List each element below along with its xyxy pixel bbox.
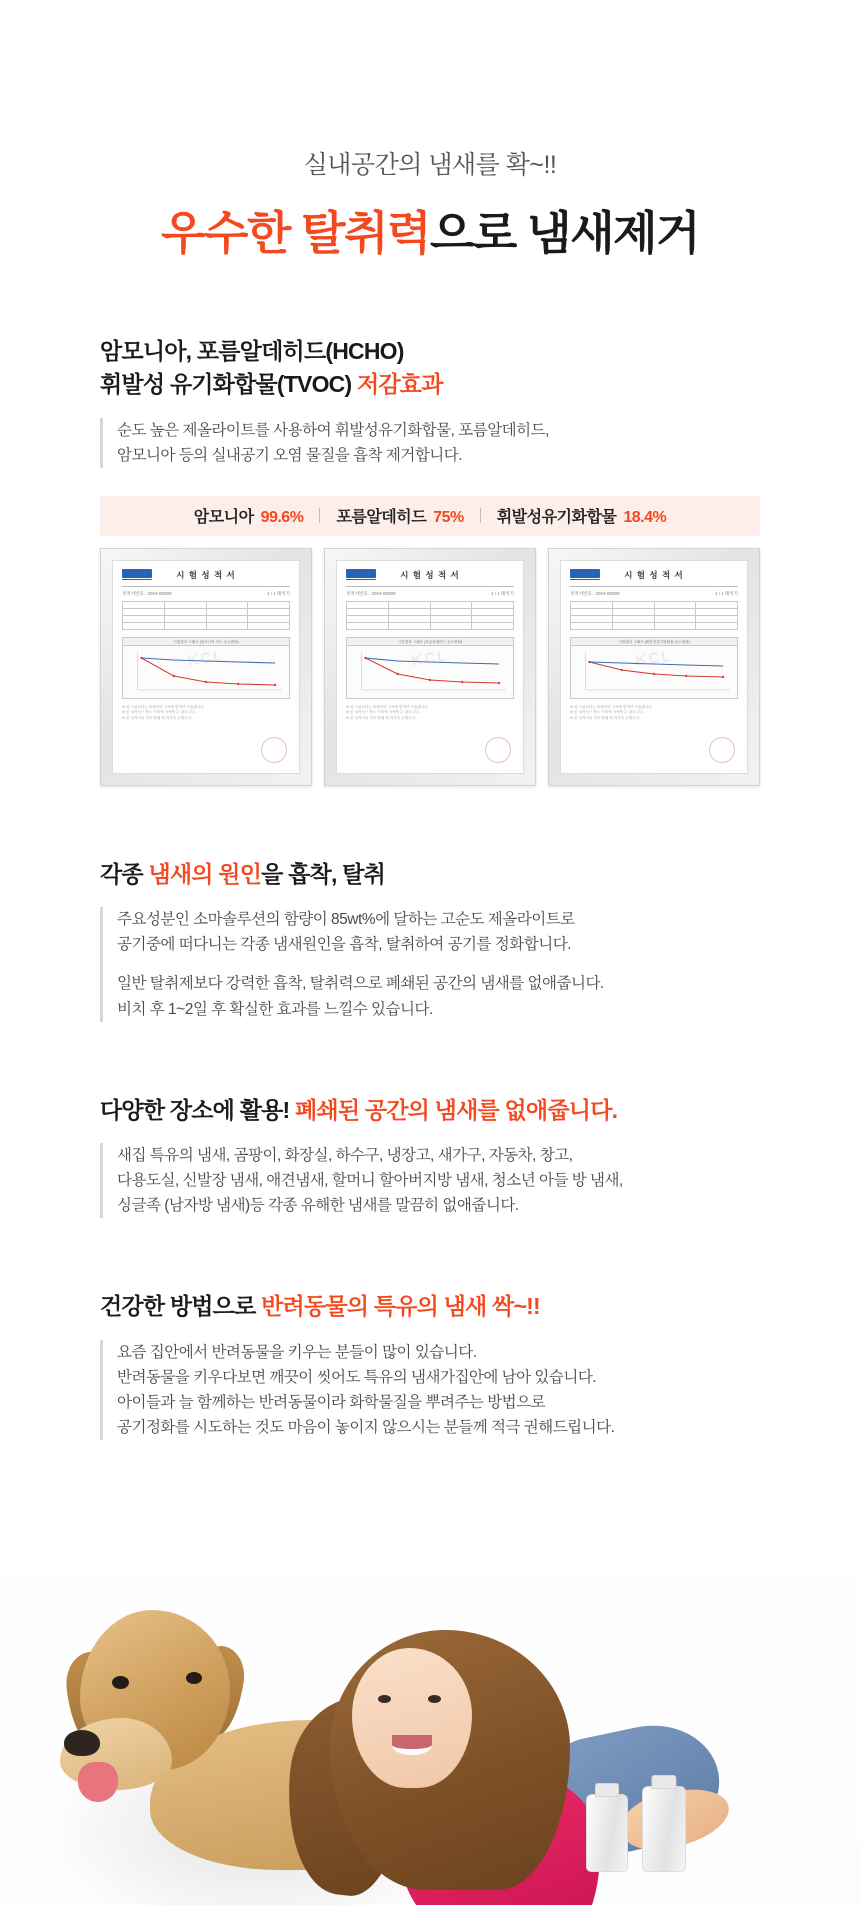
certificate-meta [570,591,738,597]
certificate-chart [570,637,738,699]
certificate-document [112,560,300,774]
certificate-stamp [709,737,735,763]
section4-body [100,1340,760,1440]
table-cell [654,622,696,629]
result-item-ammonia [178,504,320,527]
certificate-meta-right: 1 / 1 페이지 [490,590,514,596]
table-cell [612,622,654,629]
table-cell [123,622,165,629]
table-row [123,615,290,622]
certificate-card [324,548,536,786]
table-cell [206,622,248,629]
result-item-tvoc [481,504,683,527]
table-row [347,622,514,629]
certificate-meta [122,591,290,597]
certificate-meta [346,591,514,597]
section4-line: 공기정화를 시도하는 것도 마음이 놓이지 않으시는 분들께 적극 권해드립니다. [117,1419,615,1437]
certificate-footer-line: ※ 본 성적서의 일부 발췌 및 복사를 금합니다. [346,716,417,721]
table-cell [388,615,430,622]
certificate-stamp [261,737,287,763]
certificate-document [560,560,748,774]
certificate-watermark: KCL [634,647,674,670]
section1-heading [100,335,760,402]
kcl-logo-icon [346,569,376,578]
table-cell [123,608,165,615]
certificate-footer [346,705,514,722]
table-row [347,608,514,615]
certificate-stamp [485,737,511,763]
section3-heading [100,1094,760,1127]
table-cell [430,608,472,615]
table-cell [206,608,248,615]
table-cell [472,622,514,629]
certificate-rule [122,586,290,587]
table-cell [696,608,738,615]
certificate-chart [122,637,290,699]
certificate-meta-right: 1 / 1 페이지 [266,590,290,596]
section3-body [100,1143,760,1218]
section-pet-odor [100,1290,760,1440]
table-cell [430,601,472,608]
table-row [571,615,738,622]
table-cell [472,615,514,622]
table-row [571,608,738,615]
section4-heading-dark: 건강한 방법으로 [100,1293,262,1320]
table-cell [388,601,430,608]
certificate-footer-line: ※ 본 성적서의 일부 발췌 및 복사를 금합니다. [122,716,193,721]
section2-body [100,907,760,1021]
certificate-footer-line: ※ 본 성적서는 용도 이외에 사용할 수 없습니다. [346,710,420,715]
certificate-footer-line: ※ 본 성적서의 일부 발췌 및 복사를 금합니다. [570,716,641,721]
certificate-footer-line: ※ 위 시험결과는 의뢰하신 시료에 한하여 적용됩니다. [346,704,429,709]
section2-heading-accent: 냄새의 원인 [148,860,262,887]
dog-tongue [78,1762,118,1802]
table-cell [612,601,654,608]
table-cell [164,622,206,629]
certificate-meta-left: 성적서번호 : 2019-00000 [122,590,172,596]
certificate-document [336,560,524,774]
table-cell [571,622,613,629]
certificate-footer-line: ※ 본 성적서는 용도 이외에 사용할 수 없습니다. [570,710,644,715]
section4-line: 반려동물을 키우다보면 깨끗이 씻어도 특유의 냄새가집안에 남아 있습니다. [117,1368,597,1386]
table-cell [248,622,290,629]
section1-body-line2: 암모니아 등의 실내공기 오염 물질을 흡착 제거합니다. [117,446,463,464]
table-cell [123,601,165,608]
certificate-rule [346,586,514,587]
table-cell [248,608,290,615]
hero-section [0,0,860,263]
section4-line: 요즘 집안에서 반려동물을 키우는 분들이 많이 있습니다. [117,1343,477,1361]
table-cell [248,615,290,622]
table-cell [696,615,738,622]
certificate-footer [570,705,738,722]
table-row [347,615,514,622]
table-cell [123,615,165,622]
result-label: 포름알데히드 [336,509,427,527]
table-cell [571,615,613,622]
certificate-watermark: KCL [410,647,450,670]
result-item-formaldehyde [320,504,479,527]
section4-heading-accent: 반려동물의 특유의 냄새 싹~!! [261,1293,540,1320]
section3-line: 새집 특유의 냄새, 곰팡이, 화장실, 하수구, 냉장고, 새가구, 자동차, 창고, [117,1147,573,1165]
hero-title-rest: 으로 냄새제거 [430,207,699,259]
chart-svg [123,646,289,698]
kcl-logo-icon [122,569,152,578]
result-summary-bar [100,496,760,536]
section1-heading-line2 [100,368,760,401]
table-cell [472,608,514,615]
table-cell [430,615,472,622]
photo-canvas [0,1480,860,1905]
table-cell [347,622,389,629]
certificate-chart-caption: 시험결과 그래프 (휘발성유기화합물 농도변화) [571,638,737,646]
page-content [0,335,860,1440]
certificate-meta-left: 성적서번호 : 2019-00000 [346,590,396,596]
section1-body-line1: 순도 높은 제올라이트를 사용하여 휘발성유기화합물, 포름알데히드, [117,421,549,439]
section3-line: 다용도실, 신발장 냄새, 애견냄새, 할머니 할아버지방 냄새, 청소년 아들 방 냄새, [117,1172,623,1190]
hero-subtitle: 실내공간의 냄새를 확~!! [303,151,557,179]
certificate-footer-line: ※ 위 시험결과는 의뢰하신 시료에 한하여 적용됩니다. [122,704,205,709]
certificate-chart [346,637,514,699]
lifestyle-photo [0,1480,860,1905]
certificate-rule [570,586,738,587]
certificate-chart-caption: 시험결과 그래프 (암모니아 가스 농도변화) [123,638,289,646]
certificate-gallery [100,548,760,786]
section3-line: 싱글족 (남자방 냄새)등 각종 유해한 냄새를 말끔히 없애줍니다. [117,1197,519,1215]
chart-svg [347,646,513,698]
girl-face [352,1648,472,1788]
certificate-card [100,548,312,786]
certificate-meta-left: 성적서번호 : 2019-00000 [570,590,620,596]
section1-heading-line2-dark: 휘발성 유기화합물(TVOC) [100,371,357,398]
section2-heading-dark2: 을 흡착, 탈취 [261,860,385,887]
table-cell [164,608,206,615]
certificate-watermark: KCL [186,647,226,670]
table-row [571,622,738,629]
table-row [347,601,514,608]
table-row [571,601,738,608]
bottle-cap [595,1783,619,1797]
result-value: 99.6% [260,509,304,527]
section3-heading-dark: 다양한 장소에 활용! [100,1096,295,1123]
table-cell [164,615,206,622]
table-cell [612,608,654,615]
result-value: 18.4% [623,509,667,527]
hero-title-accent: 우수한 탈취력 [161,207,430,259]
bottle-cap [651,1775,676,1789]
table-cell [654,615,696,622]
table-cell [347,615,389,622]
table-cell [347,608,389,615]
table-cell [388,622,430,629]
table-cell [612,615,654,622]
certificate-table [122,601,290,630]
table-cell [430,622,472,629]
section1-heading-line1: 암모니아, 포름알데히드(HCHO) [100,338,404,364]
table-row [123,608,290,615]
table-cell [388,608,430,615]
table-cell [206,601,248,608]
chart-svg [571,646,737,698]
table-cell [696,601,738,608]
table-cell [571,601,613,608]
result-label: 휘발성유기화합물 [496,509,617,527]
girl-smile [392,1735,432,1755]
section-odor-absorption [100,858,760,1022]
product-bottle-small [586,1794,628,1872]
certificate-footer-line: ※ 본 성적서는 용도 이외에 사용할 수 없습니다. [122,710,196,715]
certificate-chart-caption: 시험결과 그래프 (포름알데히드 농도변화) [347,638,513,646]
section2-p1-line2: 공기중에 떠다니는 각종 냄새원인을 흡착, 탈취하여 공기를 정화합니다. [117,936,571,954]
certificate-meta-right: 1 / 1 페이지 [714,590,738,596]
certificate-card [548,548,760,786]
section-various-places [100,1094,760,1219]
section3-heading-accent: 폐쇄된 공간의 냄새를 없애줍니다. [294,1096,618,1123]
table-cell [347,601,389,608]
certificate-table [346,601,514,630]
certificate-title: 시 험 성 적 서 [400,569,460,580]
section4-line: 아이들과 늘 함께하는 반려동물이라 화학물질을 뿌려주는 방법으로 [117,1393,546,1411]
result-value: 75% [433,509,464,527]
section2-p2-line1: 일반 탈취제보다 강력한 흡착, 탈취력으로 폐쇄된 공간의 냄새를 없애줍니다. [117,975,604,993]
section-reduction-effect [100,335,760,468]
section2-heading [100,858,760,891]
table-cell [248,601,290,608]
certificate-footer [122,705,290,722]
table-cell [696,622,738,629]
section1-heading-line2-accent: 저감효과 [356,371,443,398]
hero-title [0,197,860,263]
table-row [123,622,290,629]
result-label: 암모니아 [193,509,254,527]
table-cell [571,608,613,615]
section2-p1-line1: 주요성분인 소마솔루션의 함량이 85wt%에 달하는 고순도 제올라이트로 [117,911,575,929]
section1-body [100,418,760,468]
table-cell [472,601,514,608]
certificate-footer-line: ※ 위 시험결과는 의뢰하신 시료에 한하여 적용됩니다. [570,704,653,709]
table-cell [654,601,696,608]
certificate-title: 시 험 성 적 서 [624,569,684,580]
section4-heading [100,1290,760,1323]
dog-nose [64,1730,100,1756]
certificate-title: 시 험 성 적 서 [176,569,236,580]
table-cell [206,615,248,622]
product-bottle-large [642,1786,686,1872]
section2-p2-line2: 비치 후 1~2일 후 확실한 효과를 느낄수 있습니다. [117,1000,433,1018]
certificate-table [570,601,738,630]
table-row [123,601,290,608]
kcl-logo-icon [570,569,600,578]
table-cell [164,601,206,608]
section2-heading-dark1: 각종 [100,860,149,887]
table-cell [654,608,696,615]
